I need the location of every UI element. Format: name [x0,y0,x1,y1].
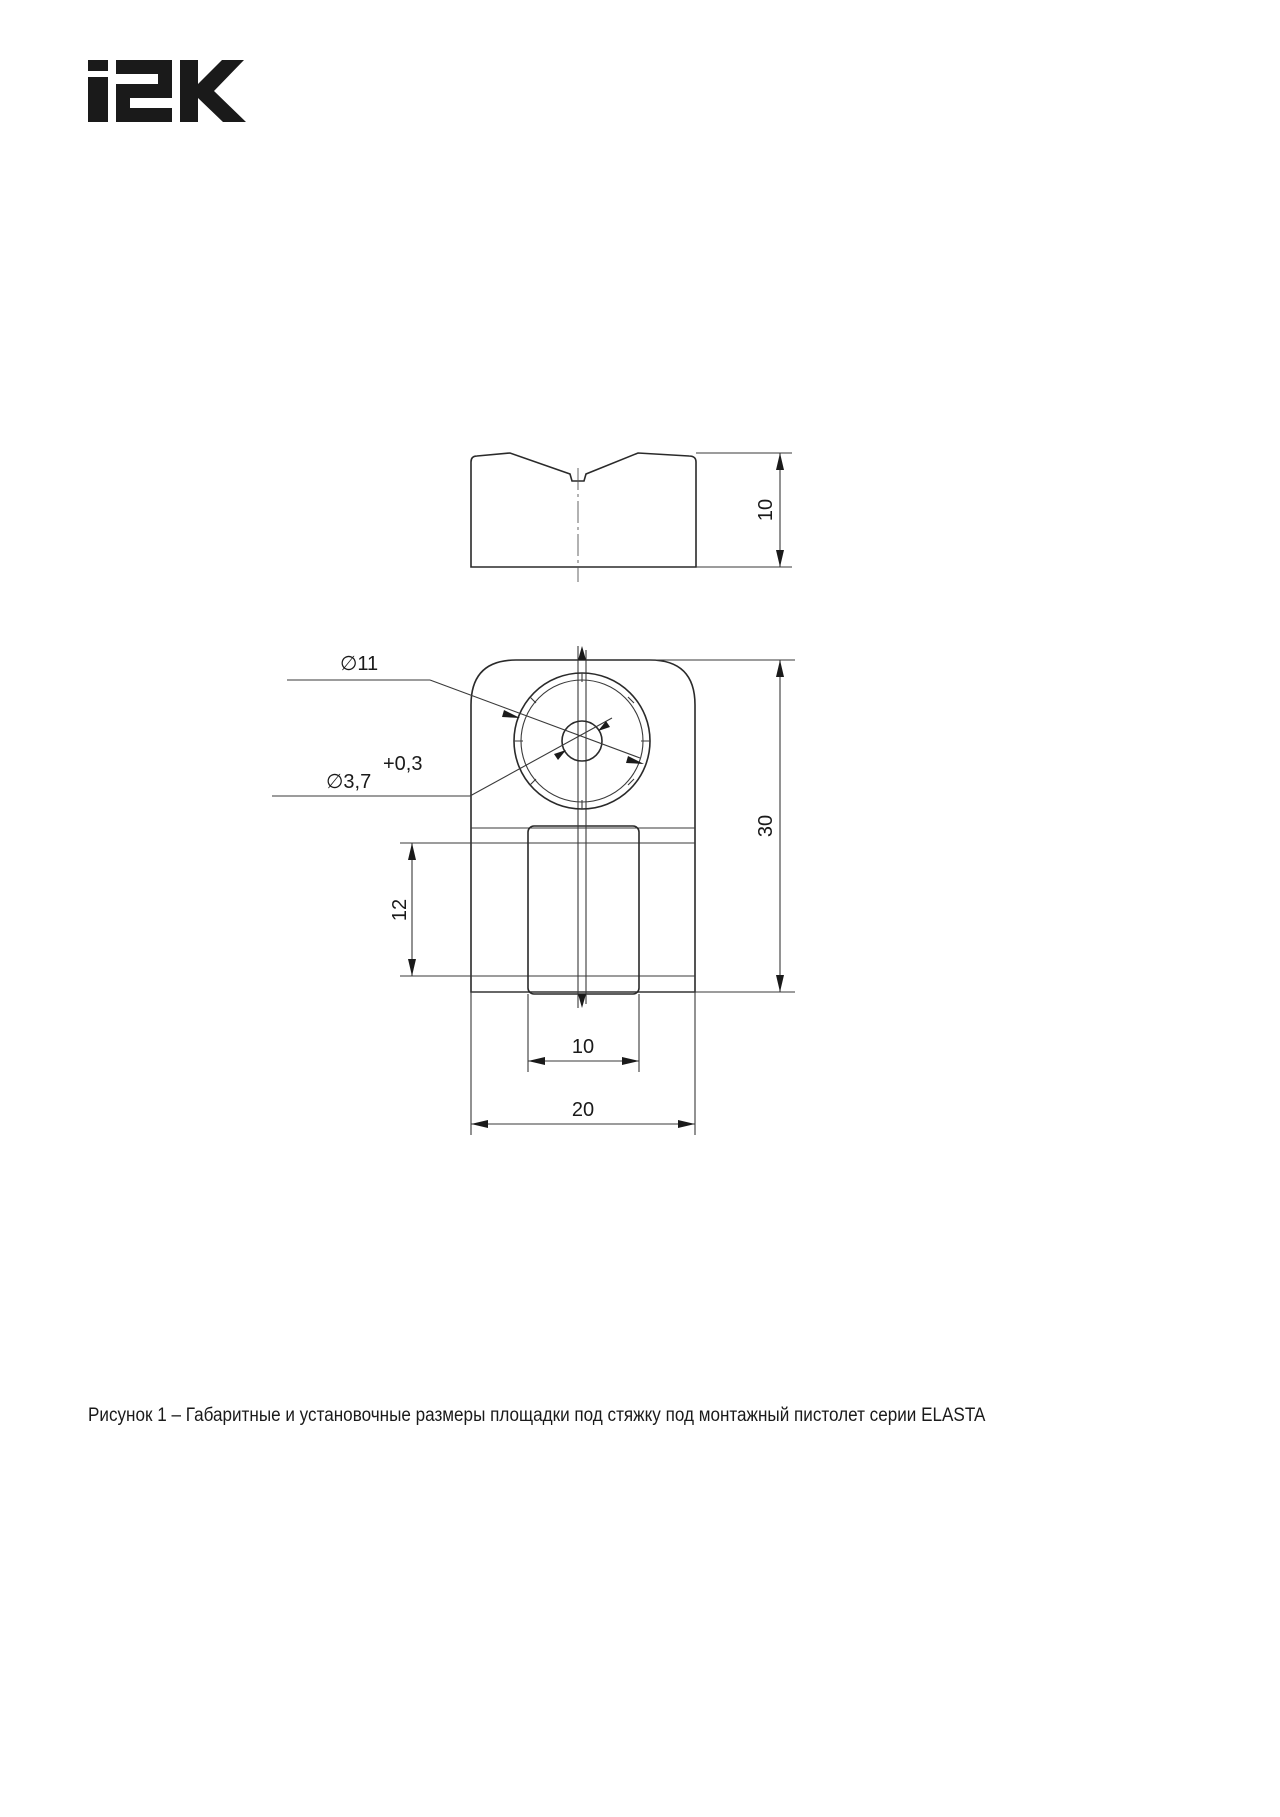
front-view [272,646,795,1135]
top-view-height-label: 10 [755,498,777,522]
hole-diameter-label: ∅3,7 [326,771,372,793]
outer-diameter-label: ∅11 [340,653,379,675]
total-height-label: 30 [755,814,777,838]
total-width-label: 20 [571,1099,595,1121]
slot-height-label: 12 [389,898,411,922]
slot-width-label: 10 [571,1036,595,1058]
top-view [471,453,792,582]
figure-caption: Рисунок 1 – Габаритные и установочные размеры площадки под стяжку под монтажный пистолет серии ELASTA [88,1405,986,1426]
hole-tolerance-label: +0,3 [383,753,423,775]
